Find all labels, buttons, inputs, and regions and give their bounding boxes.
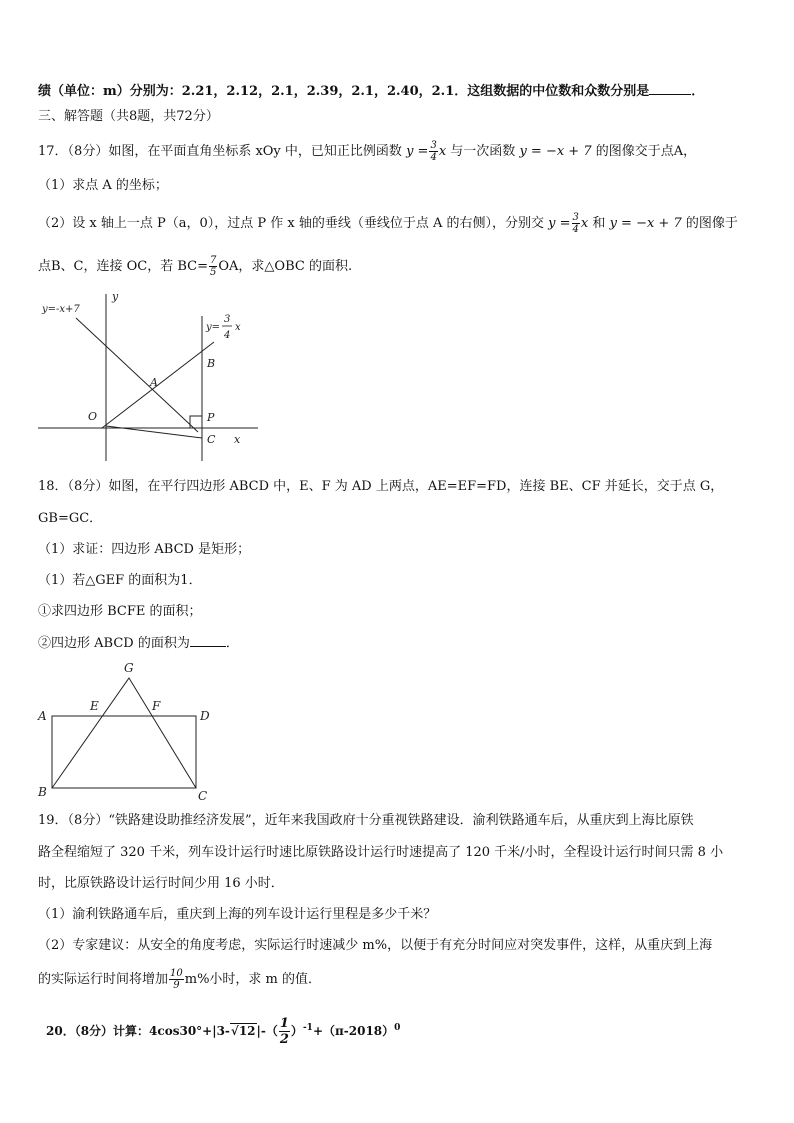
q19-part2-cont: 的实际运行时间将增加 $\frac{10}{9}$ m%小时，求 m 的值． bbox=[38, 968, 322, 991]
fraction-10-9: $\frac{10}{9}$ bbox=[170, 968, 183, 991]
line-three-quarters-x bbox=[102, 342, 214, 428]
q19-stem: 19．（8分）“铁路建设助推经济发展”，近年来我国政府十分重视铁路建设．渝利铁路通车后，从重庆到上海比原铁 bbox=[38, 813, 694, 828]
fraction-7-5: $\frac{7}{5}$ bbox=[210, 255, 217, 278]
label-prop-pre: y= bbox=[206, 322, 221, 333]
label-b: B bbox=[207, 357, 216, 370]
answer-blank bbox=[190, 634, 226, 647]
q17-part1: （1）求点 A 的坐标； bbox=[38, 178, 168, 193]
label-c: C bbox=[207, 433, 216, 446]
q18-rectangle-figure bbox=[34, 658, 224, 804]
q18-stem-cont: GB=GC． bbox=[38, 511, 103, 526]
label-prop-den: 4 bbox=[224, 330, 231, 341]
q19-stem-2: 路全程缩短了 320 千米，列车设计运行时速比原铁路设计运行时速提高了 120 千米/小时，全程设计运行时间只需 8 小 bbox=[38, 845, 724, 860]
q19-part1: （1）渝利铁路通车后，重庆到上海的列车设计运行里程是多少千米？ bbox=[38, 907, 437, 922]
label-line-neg-x-plus-7: y=-x+7 bbox=[42, 304, 80, 315]
label-f: F bbox=[152, 699, 161, 713]
label-prop-num: 3 bbox=[224, 314, 231, 325]
label-a: A bbox=[150, 376, 158, 389]
q17-part2-cont: 点B、C，连接 OC，若 BC= $\frac{7}{5}$ OA，求△OBC 的面积. bbox=[38, 255, 353, 278]
q17-stem: 17．（8分）如图，在平面直角坐标系 xOy 中，已知正比例函数 y = $\frac{3}{4}$ x 与一次函数 y = −x + 7 的图像交于点A， bbox=[38, 140, 697, 163]
label-o: O bbox=[88, 410, 98, 423]
q18-sub2: ②四边形 ABCD 的面积为 ． bbox=[38, 636, 239, 651]
q18-sub1: ①求四边形 BCFE 的面积； bbox=[38, 604, 202, 619]
fraction-3-4: $\frac{3}{4}$ bbox=[430, 140, 437, 163]
sqrt-12: √12 bbox=[230, 1024, 256, 1038]
q17-part2: （2）设 x 轴上一点 P（a，0），过点 P 作 x 轴的垂线（垂线位于点 A 的右侧），分别交 y = $\frac{3}{4}$ x 和 y = −x + 7 的图像于 bbox=[38, 212, 738, 235]
answer-blank bbox=[649, 82, 691, 95]
q16-tail: 绩（单位：m）分别为：2.21，2.12，2.1，2.39，2.1，2.40，2.1．这组数据的中位数和众数分别是 ． bbox=[38, 84, 705, 99]
q18-part1: （1）求证：四边形 ABCD 是矩形； bbox=[38, 542, 251, 557]
fraction-1-2: $\frac{1}{2}$ bbox=[279, 1016, 289, 1047]
label-p: P bbox=[207, 411, 215, 424]
q20-stem: 20．（8分）计算：4cos30°+|3-√12|-（ $\frac{1}{2}$ ）$^{-1}+(\pi-2018)^0$ bbox=[46, 1016, 401, 1047]
q17-coordinate-figure bbox=[36, 286, 266, 466]
label-d: D bbox=[200, 709, 210, 723]
q18-stem: 18．（8分）如图，在平行四边形 ABCD 中，E、F 为 AD 上两点，AE=EF=FD，连接 BE、CF 并延长，交于点 G， bbox=[38, 479, 724, 494]
section-heading: 三、解答题（共8题，共72分） bbox=[38, 109, 219, 124]
q19-stem-3: 时，比原铁路设计运行时间少用 16 小时． bbox=[38, 876, 284, 891]
label-c: C bbox=[198, 789, 208, 803]
label-e: E bbox=[90, 699, 99, 713]
label-x: x bbox=[234, 433, 241, 446]
label-b: B bbox=[38, 785, 47, 799]
q19-part2: （2）专家建议：从安全的角度考虑，实际运行时速减少 m%，以便于有充分时间应对突发事件，这样，从重庆到上海 bbox=[38, 938, 713, 953]
triangle-gbc bbox=[52, 678, 196, 788]
label-prop-post: x bbox=[235, 322, 241, 333]
label-a: A bbox=[38, 709, 47, 723]
label-g: G bbox=[124, 661, 134, 675]
q18-part2: （1）若△GEF 的面积为1． bbox=[38, 573, 202, 588]
label-y: y bbox=[112, 290, 119, 303]
